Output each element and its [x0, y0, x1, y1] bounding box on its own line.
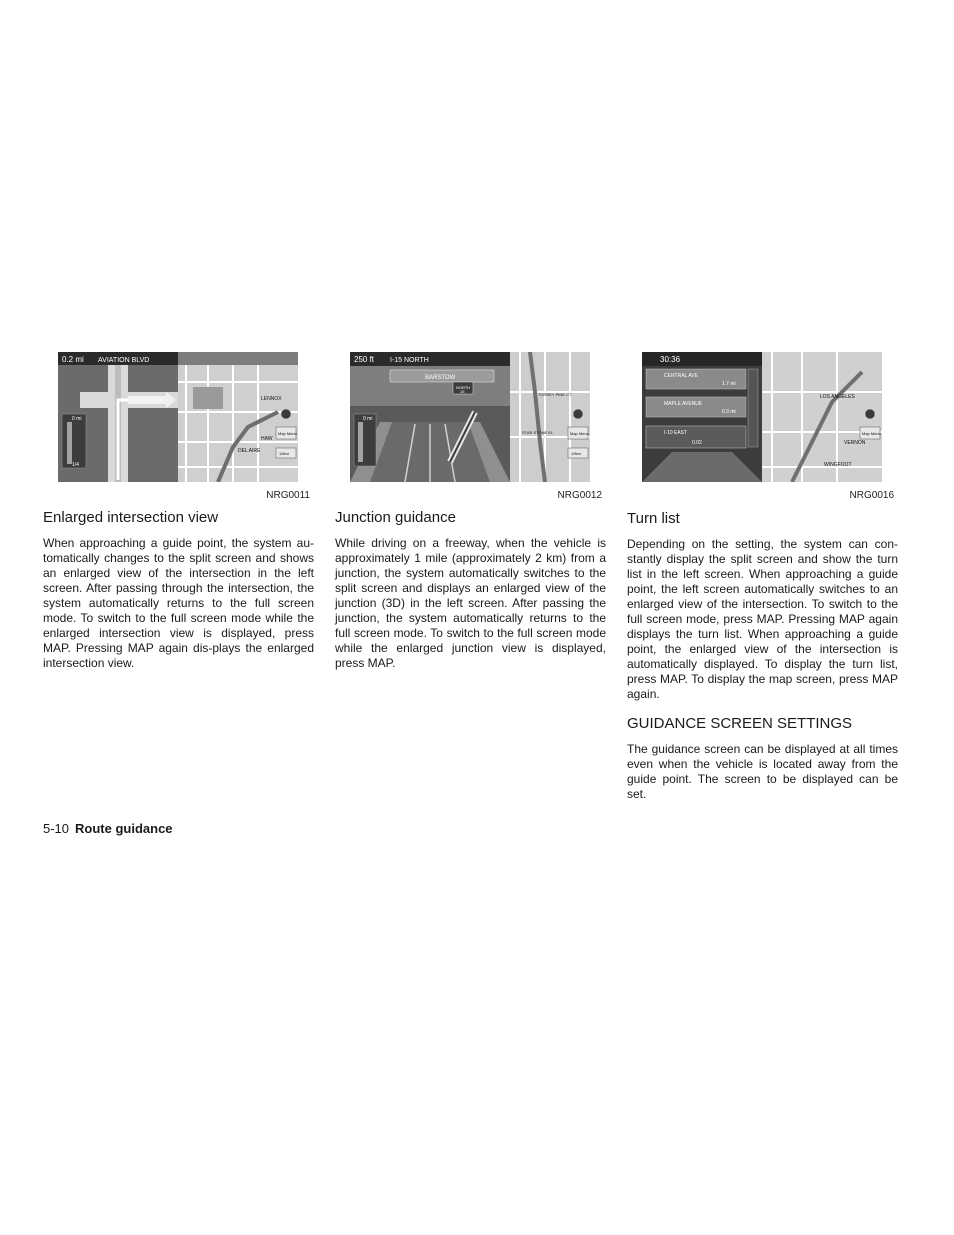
- map-menu-button: Map Menu: [278, 431, 297, 436]
- shield-north: NORTH: [456, 385, 471, 390]
- turn-item-1-street: CENTRAL AVE: [664, 373, 698, 379]
- map-menu-button: Map Menu: [862, 431, 881, 436]
- column-junction-guidance: [335, 509, 606, 671]
- turn-item-1-distance: 1.7 mi: [722, 381, 736, 387]
- map-menu-button: Map Menu: [570, 431, 589, 436]
- turn-item-3-distance: 0.02: [692, 440, 702, 446]
- sign-destination: BARSTOW: [425, 375, 456, 381]
- section-body: The guidance screen can be displayed at all times even when the vehicle is located away from the guide point. The screen to be displayed can be set.: [627, 742, 898, 801]
- map-label-torrey: TORREY PINE CT: [538, 392, 572, 397]
- map-label-wingfoot: WINGFOOT: [824, 462, 852, 468]
- figure-junction-guidance: [350, 352, 590, 482]
- section-title: Turn list: [627, 510, 680, 527]
- figure-id: NRG0016: [849, 490, 894, 501]
- scale-button: 1/8mi: [571, 451, 581, 456]
- map-label-los-angeles: LOS ANGELES: [820, 394, 855, 400]
- section-title: Junction guidance: [335, 509, 456, 526]
- map-label-haw: HAW: [261, 436, 273, 442]
- scale-top: 0 mi: [363, 416, 373, 422]
- distance-readout: 250 ft: [354, 355, 375, 364]
- distance-readout: 0.2 mi: [62, 355, 84, 364]
- figure-id: NRG0011: [266, 490, 310, 501]
- scale-top: 0 mi: [72, 416, 82, 422]
- section-title: GUIDANCE SCREEN SETTINGS: [627, 715, 853, 732]
- page-footer: [43, 821, 173, 836]
- turn-item-2-distance: 0.3 mi: [722, 409, 736, 415]
- column-enlarged-intersection: [43, 509, 314, 671]
- map-label-del-aire: DEL AIRE: [238, 448, 261, 454]
- section-title: Enlarged intersection view: [43, 509, 219, 526]
- figure-turn-list: [642, 352, 882, 482]
- scale-button: 1/8mi: [279, 451, 289, 456]
- map-label-vernon: VERNON: [844, 440, 866, 446]
- turn-item-2-street: MAPLE AVENUE: [664, 401, 703, 407]
- road-name: I-15 NORTH: [390, 357, 429, 364]
- page-number: 5-10: [43, 821, 70, 836]
- running-section-name: Route guidance: [75, 821, 173, 836]
- figure-id: NRG0012: [557, 490, 602, 501]
- turn-item-3-street: I-10 EAST: [664, 430, 688, 436]
- map-label-star-stone: STAR STONE EL: [522, 430, 554, 435]
- time-readout: 30:36: [660, 355, 681, 364]
- figure-enlarged-intersection: [58, 352, 298, 482]
- column-turn-list: [627, 510, 898, 802]
- section-body: While driving on a freeway, when the vehicle is approximately 1 mile (approximately 2 km) from a junction, the system automatically switches to the split screen and displays an enlarged view of the junction (3D) in the left screen. After passing the junction, the system automatically returns to the full screen mode. To switch to the full screen mode while the enlarged junction view is displayed, press MAP.: [335, 536, 606, 670]
- scale-bottom: 1/4: [72, 462, 79, 468]
- shield-number: 15: [460, 389, 465, 394]
- section-body: Depending on the setting, the system can con-stantly display the split screen and show the turn list in the left screen. When approaching a guide point, the left screen automatically switches to an enlarged view of the intersection. To switch to the full screen mode, press MAP. Pressing MAP again displays the turn list. When approaching a guide point, the enlarged view of the intersection is automatically displayed. To display the turn list, press MAP. To display the map screen, press MAP again.: [627, 537, 898, 701]
- section-body: When approaching a guide point, the system au-tomatically changes to the split screen and shows an enlarged view of the intersection in the left screen. After passing through the intersection, the system automatically returns to the full screen mode. To switch to the full screen mode while the enlarged intersection view is displayed, press MAP. Pressing MAP again dis-plays the enlarged intersection view.: [43, 536, 314, 670]
- map-label-lennox: LENNOX: [261, 396, 282, 402]
- street-name: AVIATION BLVD: [98, 357, 150, 364]
